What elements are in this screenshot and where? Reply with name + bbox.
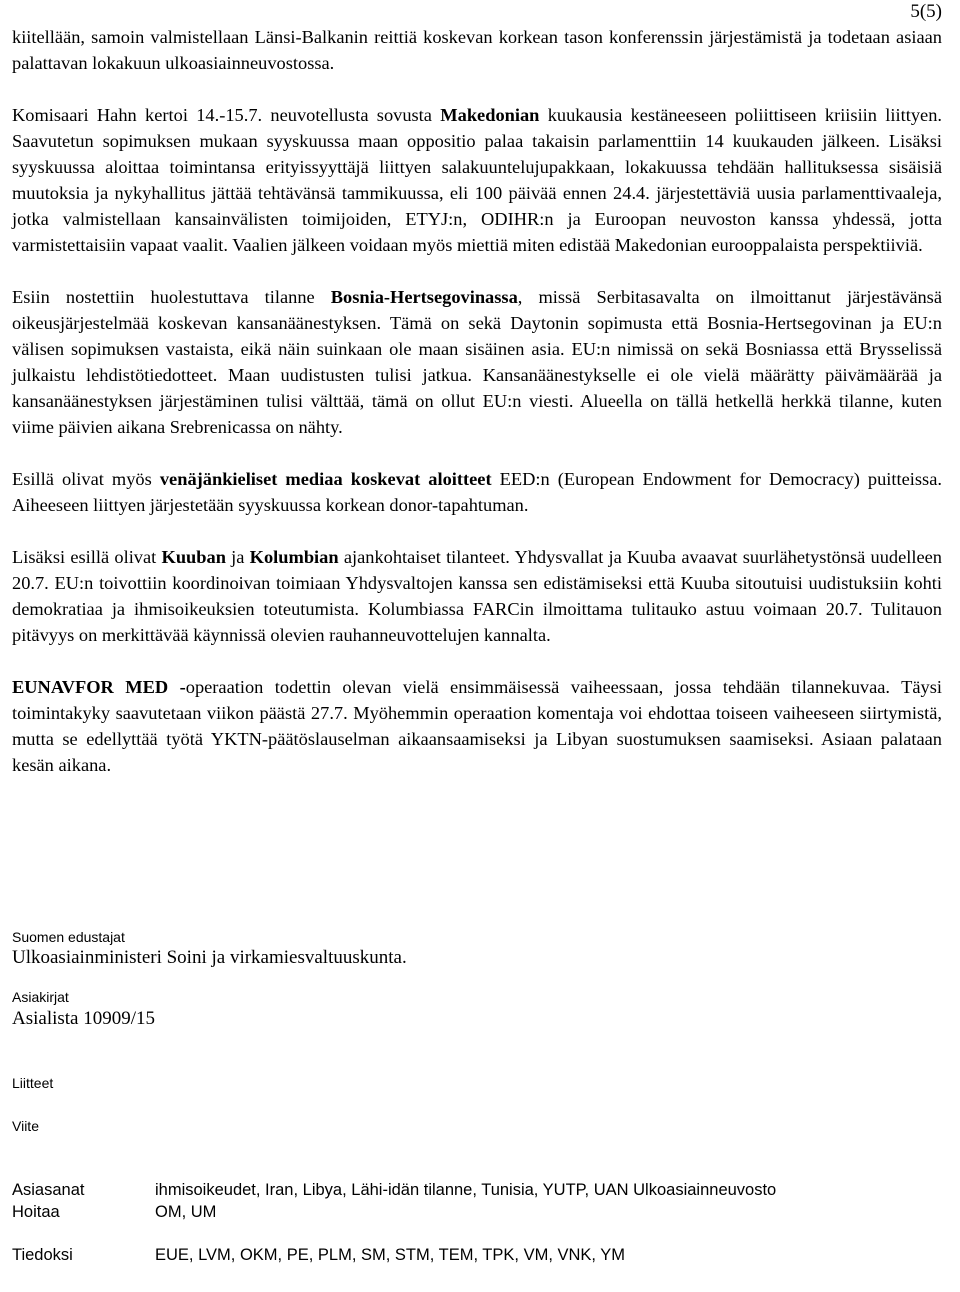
paragraph-media: [12, 466, 942, 518]
text-run: operaation todettin olevan vielä ensimmäisessä vaiheessaan, jossa tehdään tilannekuvaa. Täysi toimintakyky saavutetaan viikon päästä 27.7. Myöhemmin operaation komentaja voi ehdottaa toiseen vaiheeseen siirtymistä, mutta se edellyttää työtä YKTN-päätöslauselman aikaansaamiseksi ja Libyan suostumuksen saamiseksi. Asiaan palataan kesän aikana.: [12, 677, 942, 775]
subjects-value: ihmisoikeudet, Iran, Libya, Lähi-idän tilanne, Tunisia, YUTP, UAN Ulkoasiainneuvosto: [155, 1181, 777, 1199]
text-run: ajankohtaiset tilanteet. Yhdysvallat ja Kuuba avaavat suurlähetystönsä uudelleen 20.7. EU:n toivottiin koordinoivan toimiaan Yhdysvaltojen kanssa sen edistämiseksi että Kuuba sitoutuisi uudistuksiin kohti demokratiaa ja ihmisoikeuksien toteutumista. Kolumbiassa FARCin ilmoittama tulitauko astuu voimaan 20.7. Tulitauon pitävyys on merkittävää käynnissä olevien rauhanneuvottelujen kannalta.: [12, 547, 942, 645]
text-run: Lisäksi esillä olivat: [12, 547, 162, 567]
bold-term: Kolumbian: [249, 547, 339, 567]
paragraph-eunavfor: [12, 674, 942, 778]
attachments-label: Liitteet: [12, 1075, 54, 1091]
subjects-label: Asiasanat: [12, 1181, 85, 1199]
representatives-label: Suomen edustajat: [12, 929, 125, 945]
text-run: Esillä olivat myös: [12, 469, 160, 489]
documents-value: Asialista 10909/15: [12, 1008, 156, 1029]
page-number: 5(5): [910, 1, 942, 22]
text-run: , missä Serbitasavalta on ilmoittanut järjestävänsä oikeusjärjestelmää koskevan kansanäänestyksen. Tämä on sekä Daytonin sopimusta että Bosnia-Hertsegovinan ja EU:n välisen sopimuksen vastaista, eikä näin suinkaan ole maan sisäinen asia. EU:n nimissä on sekä Bosniassa että Brysselissä julkaistu lehdistötiedotteet. Maan uudistusten tulisi jatkua. Kansanäänestykselle ei ole vielä määrätty päivämäärää ja kansanäänestyksen järjestäminen tulisi välttää, tämä on ollut EU:n viesti. Alueella on tällä hetkellä herkkä tilanne, kuten viime päivien aikana Srebrenicassa on nähty.: [12, 287, 942, 437]
body-text: [12, 24, 942, 778]
handling-label: Hoitaa: [12, 1203, 60, 1221]
text-run: EED:n (European Endowment for Democracy) puitteissa. Aiheeseen liittyen järjestetään syyskuussa korkean donor-tapahtuman.: [12, 469, 942, 515]
handling-value: OM, UM: [155, 1203, 217, 1221]
bold-term: Bosnia-Hertsegovinassa: [330, 287, 518, 307]
paragraph-makedonia: [12, 102, 942, 258]
text-run: Esiin nostettiin huolestuttava tilanne: [12, 287, 331, 307]
documents-label: Asiakirjat: [12, 989, 69, 1005]
bold-term: venäjänkieliset mediaa koskevat aloitteet: [159, 469, 492, 489]
bold-term: Makedonian: [440, 105, 540, 125]
info-value: EUE, LVM, OKM, PE, PLM, SM, STM, TEM, TPK, VM, VNK, YM: [155, 1246, 626, 1264]
bold-term: Kuuban: [161, 547, 226, 567]
paragraph-cuba-colombia: [12, 544, 942, 648]
paragraph: [12, 24, 942, 76]
reference-label: Viite: [12, 1118, 39, 1134]
representatives-value: Ulkoasiainministeri Soini ja virkamiesvaltuuskunta.: [12, 947, 407, 968]
info-label: Tiedoksi: [12, 1246, 73, 1264]
text-run: kuukausia kestäneeseen poliittiseen kriisiin liittyen. Saavutetun sopimuksen mukaan syyskuussa maan oppositio palaa takaisin parlamenttiin 14 kuukauden jälkeen. Lisäksi syyskuussa aloittaa toimintansa erityissyyttäjä liittyen salakuuntelujupakkaan, lokakuussa tehdään hallituksessa sisäisiä muutoksia ja nykyhallitus jättää tehtävänsä tammikuussa, eli 100 päivää ennen 24.4. järjestettäviä uusia parlamenttivaaleja, jotka valmistellaan kansainvälisten toimijoiden, ETYJ:n, ODIHR:n ja Euroopan neuvoston kanssa yhdessä, jotta varmistettaisiin vapaat vaalit. Vaalien jälkeen voidaan myös miettiä miten edistää Makedonian eurooppalaista perspektiiviä.: [12, 105, 942, 255]
text-run: ja: [225, 547, 250, 567]
text-run: kiitellään, samoin valmistellaan Länsi-Balkanin reittiä koskevan korkean tason konferenssin järjestämistä ja todetaan asiaan palattavan lokakuun ulkoasiainneuvostossa.: [12, 27, 942, 73]
paragraph-bosnia: [12, 284, 942, 440]
bold-term: EUNAVFOR MED -: [12, 677, 186, 697]
text-run: Komisaari Hahn kertoi 14.-15.7. neuvotellusta sovusta: [12, 105, 441, 125]
